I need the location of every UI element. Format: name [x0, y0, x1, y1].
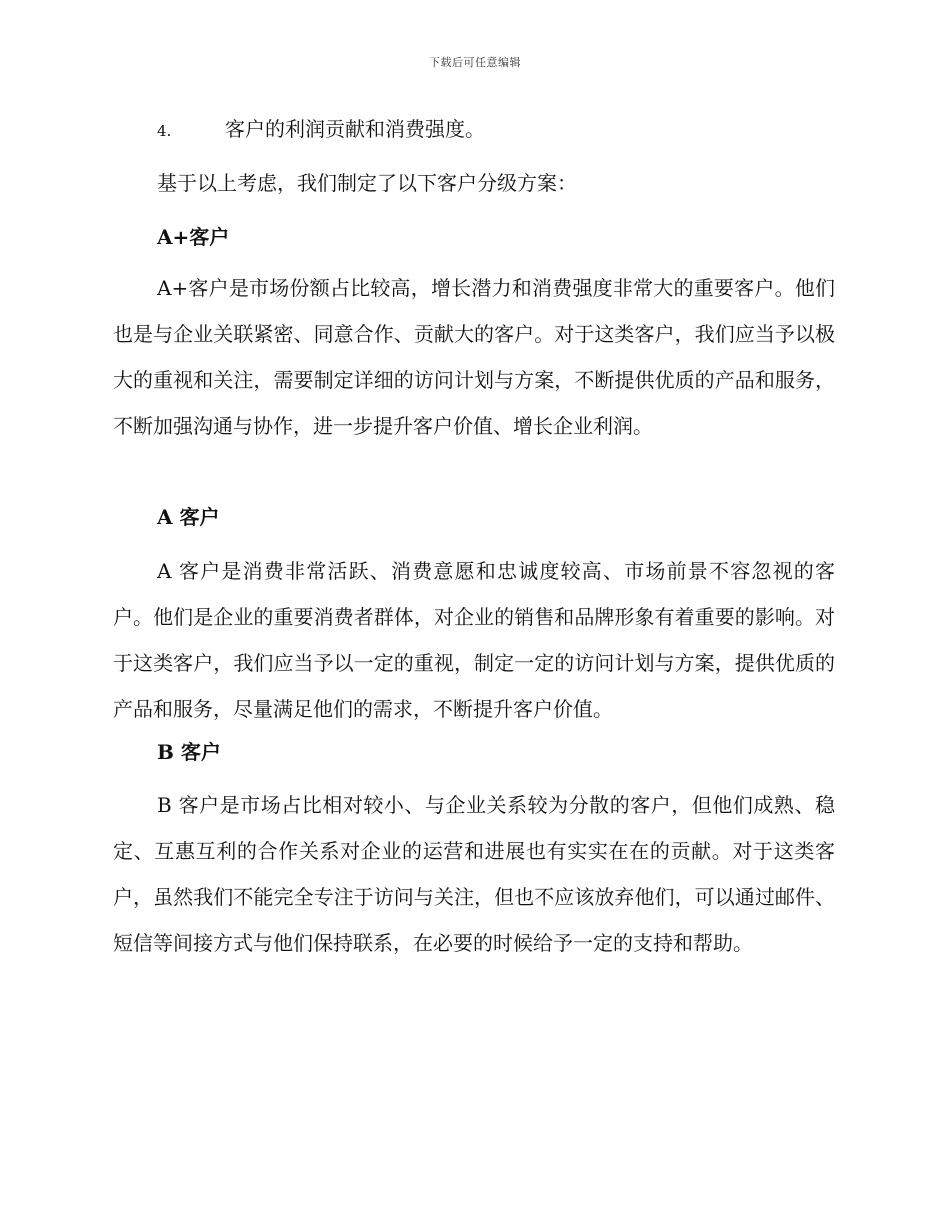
page-header: 下载后可任意编辑 [429, 56, 521, 69]
section-body-a-plus: A+客户是市场份额占比较高，增长潜力和消费强度非常大的重要客户。他们也是与企业关联紧密、同意合作、贡献大的客户。对于这类客户，我们应当予以极大的重视和关注，需要制定详细的访问计划与方案，不断提供优质的产品和服务，不断加强沟通与协作，进一步提升客户价值、增长企业利润。 [113, 276, 835, 438]
list-item-number: 4. [157, 122, 172, 140]
list-item-text: 客户的利润贡献和消费强度。 [225, 117, 485, 141]
section-body-a: A 客户是消费非常活跃、消费意愿和忠诚度较高、市场前景不容忽视的客户。他们是企业的重要消费者群体，对企业的销售和品牌形象有着重要的影响。对于这类客户，我们应当予以一定的重视，制定一定的访问计划与方案，提供优质的产品和服务，尽量满足他们的需求，不断提升客户价值。 [113, 559, 835, 721]
section-body-b: B 客户是市场占比相对较小、与企业关系较为分散的客户，但他们成熟、稳定、互惠互利的合作关系对企业的运营和进展也有实实在在的贡献。对于这类客户，虽然我们不能完全专注于访问与关注，但也不应该放弃他们，可以通过邮件、短信等间接方式与他们保持联系，在必要的时候给予一定的支持和帮助。 [113, 793, 835, 955]
list-item-4 [157, 116, 485, 144]
intro-paragraph: 基于以上考虑，我们制定了以下客户分级方案： [157, 171, 577, 195]
section-heading-a: A 客户 [157, 505, 220, 529]
section-heading-b: B 客户 [157, 740, 221, 764]
section-heading-a-plus: A+客户 [157, 225, 230, 249]
